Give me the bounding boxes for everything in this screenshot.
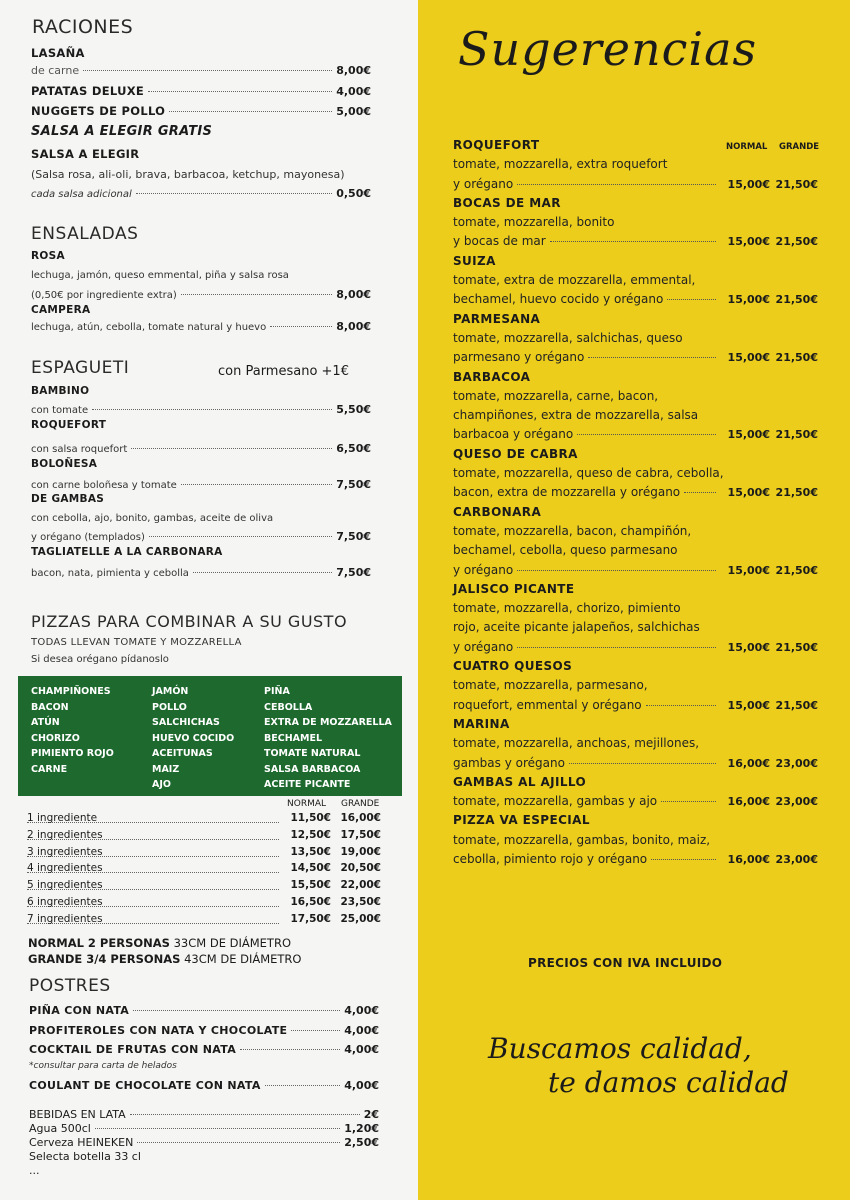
- ingredients-col-1: [31, 684, 114, 777]
- postre-row: [29, 1004, 379, 1017]
- pizza-price-row: [453, 850, 818, 869]
- pizza-desc: tomate, mozzarella, gambas, bonito, maiz,: [453, 832, 711, 847]
- bebida-price: 2,50€: [344, 1136, 379, 1149]
- postre-price: 4,00€: [344, 1043, 379, 1056]
- esp-item-desc: con cebolla, ajo, bonito, gambas, aceite de oliva: [31, 513, 274, 524]
- pizza-suggestion: [453, 445, 818, 503]
- pizza-price-row: [453, 561, 818, 580]
- esp-item-price: 7,50€: [336, 566, 371, 579]
- pizza-suggestion: [453, 715, 818, 773]
- price-label: 2 ingredientes: [27, 827, 279, 840]
- esp-item-row: [31, 530, 371, 543]
- ingredient: SALCHICHAS: [152, 717, 220, 728]
- pizza-desc: tomate, mozzarella, bacon, champiñón,: [453, 523, 692, 538]
- pizza-desc: tomate, mozzarella, extra roquefort: [453, 157, 668, 172]
- pizza-desc: bacon, extra de mozzarella y orégano: [453, 485, 681, 500]
- price-normal: 11,50€: [290, 812, 331, 824]
- size-normal: [28, 936, 291, 950]
- pizza-suggestion: [453, 368, 818, 445]
- esp-item-name: TAGLIATELLE A LA CARBONARA: [31, 546, 223, 558]
- price-normal: 16,50€: [290, 895, 331, 908]
- slogan-line-1: Buscamos calidad,: [488, 1032, 752, 1065]
- size-grande-bold: GRANDE 3/4 PERSONAS: [28, 952, 181, 966]
- pizza-name: MARINA: [453, 716, 510, 731]
- pizza-desc: tomate, mozzarella, queso de cabra, cebolla,: [453, 466, 724, 481]
- campera-price: 8,00€: [336, 320, 371, 333]
- price-grande: 17,50€: [340, 828, 381, 841]
- pizza-desc: parmesano y orégano: [453, 350, 585, 365]
- ingredients-col-3: [264, 684, 392, 793]
- pizza-desc: tomate, mozzarella, anchoas, mejillones,: [453, 736, 700, 751]
- nuggets-price: 5,00€: [336, 105, 371, 118]
- campera-name: CAMPERA: [31, 304, 91, 316]
- pizzas-sub1: TODAS LLEVAN TOMATE Y MOZZARELLA: [31, 637, 242, 648]
- pizza-name: SUIZA: [453, 253, 496, 268]
- ingredient: EXTRA DE MOZZARELLA: [264, 717, 392, 728]
- pizza-price-normal: 16,00€: [727, 756, 770, 770]
- price-grande: 20,50€: [340, 862, 381, 875]
- ingredient: SALSA BARBACOA: [264, 763, 361, 775]
- rosa-extra: (0,50€ por ingrediente extra): [31, 290, 177, 301]
- pizza-desc: roquefort, emmental y orégano: [453, 697, 642, 712]
- ingredient: ATÚN: [31, 717, 60, 728]
- esp-item-name: ROQUEFORT: [31, 419, 107, 431]
- pizza-price-normal: 16,00€: [727, 852, 770, 866]
- pizza-desc: tomate, mozzarella, parmesano,: [453, 678, 648, 693]
- pizza-price-normal: 16,00€: [727, 795, 770, 809]
- campera-row: [31, 320, 371, 333]
- ingredient: ACEITE PICANTE: [264, 779, 351, 790]
- pizza-price-normal: 15,00€: [727, 235, 770, 249]
- pizza-price-row: [453, 638, 818, 657]
- col-grande: GRANDE: [341, 799, 380, 809]
- pizza-price-row: [453, 348, 818, 367]
- bebida-row: [29, 1150, 379, 1164]
- pizzas-sub2: Si desea orégano pídanoslo: [31, 654, 169, 665]
- pizza-price-grande: 23,00€: [775, 852, 818, 866]
- pizza-price-grande: 21,50€: [775, 351, 818, 365]
- helados-note: *consultar para carta de helados: [29, 1061, 177, 1071]
- pizza-name: CARBONARA: [453, 504, 542, 519]
- esp-item-desc: bacon, nata, pimienta y cebolla: [31, 568, 189, 579]
- pizza-name: ROQUEFORT: [453, 138, 540, 152]
- pizza-price-normal: 15,00€: [727, 486, 770, 500]
- salsa-price: 0,50€: [336, 187, 371, 200]
- coulant-row: [29, 1079, 379, 1092]
- pizza-price-row: [453, 696, 818, 715]
- pizza-desc: tomate, extra de mozzarella, emmental,: [453, 273, 696, 288]
- pizza-price-row: [453, 483, 818, 502]
- pizza-price-grande: 23,00€: [775, 795, 818, 809]
- pizza-desc: tomate, mozzarella, chorizo, pimiento: [453, 601, 681, 616]
- pizza-price-grande: 21,50€: [775, 640, 818, 654]
- pizza-desc: y bocas de mar: [453, 234, 546, 249]
- pizza-suggestion: [453, 503, 818, 580]
- price-row: [27, 827, 381, 844]
- salsa-name: SALSA A ELEGIR: [31, 147, 140, 161]
- pizza-desc: y orégano: [453, 639, 514, 654]
- pizza-suggestion: [453, 252, 818, 310]
- esp-item-name: BAMBINO: [31, 385, 90, 397]
- price-grande: 22,00€: [340, 879, 381, 892]
- pizza-price-grande: 23,00€: [775, 756, 818, 770]
- raciones-title: RACIONES: [32, 16, 134, 38]
- postres-title: POSTRES: [29, 976, 111, 996]
- pizza-desc: y orégano: [453, 562, 514, 577]
- price-label: 4 ingredientes: [27, 860, 279, 873]
- price-normal: 14,50€: [290, 862, 331, 875]
- bebida-row: [29, 1136, 379, 1150]
- patatas-row: [31, 84, 371, 98]
- ingredient: AJO: [152, 779, 171, 790]
- postre-name: PIÑA CON NATA: [29, 1004, 130, 1017]
- ingredient: ACEITUNAS: [152, 748, 213, 759]
- bebidas-list: [29, 1108, 379, 1178]
- pizza-name: GAMBAS AL AJILLO: [453, 774, 587, 789]
- salsa-extra: cada salsa adicional: [31, 189, 132, 200]
- sugerencias-list: [453, 136, 818, 869]
- bebida-row: [29, 1164, 379, 1178]
- pizza-desc: gambas y orégano: [453, 755, 565, 770]
- pizza-price-grande: 21,50€: [775, 235, 818, 249]
- pizza-price-normal: 15,00€: [727, 563, 770, 577]
- pizza-price-normal: 15,00€: [727, 428, 770, 442]
- pizza-price-normal: 15,00€: [727, 177, 770, 191]
- postre-price: 4,00€: [344, 1004, 379, 1017]
- pizza-price-grande: 21,50€: [775, 698, 818, 712]
- postre-name: PROFITEROLES CON NATA Y CHOCOLATE: [29, 1024, 288, 1037]
- price-label: 5 ingredientes: [27, 877, 279, 890]
- col-normal: NORMAL: [287, 799, 327, 809]
- postre-row: [29, 1043, 379, 1056]
- ensaladas-title: ENSALADAS: [31, 224, 139, 244]
- pizza-price-row: [453, 232, 818, 251]
- pizza-desc: tomate, mozzarella, carne, bacon,: [453, 388, 659, 403]
- ingredient: CEBOLLA: [264, 701, 313, 713]
- campera-desc: lechuga, atún, cebolla, tomate natural y huevo: [31, 322, 267, 333]
- pizza-desc: cebolla, pimiento rojo y orégano: [453, 851, 648, 866]
- esp-item-desc: con tomate: [31, 405, 89, 416]
- bebida-name: Agua 500cl: [29, 1122, 91, 1135]
- ingredients-col-2: [152, 684, 234, 793]
- price-grande: 25,00€: [340, 912, 381, 925]
- pizza-price-row: [453, 290, 818, 309]
- size-grande-rest: 43CM DE DIÁMETRO: [180, 952, 302, 966]
- price-table: [27, 810, 381, 928]
- pizza-desc: rojo, aceite picante jalapeños, salchichas: [453, 620, 700, 635]
- price-label: 6 ingredientes: [27, 894, 279, 907]
- price-row: [27, 911, 381, 928]
- pizza-price-row: [453, 792, 818, 811]
- esp-item-desc: con carne boloñesa y tomate: [31, 480, 177, 491]
- pizza-suggestion: [453, 194, 818, 252]
- pizza-desc: bechamel, cebolla, queso parmesano: [453, 543, 678, 558]
- pizza-suggestion: [453, 580, 818, 657]
- pizza-name: QUESO DE CABRA: [453, 446, 578, 461]
- price-grande: 23,50€: [340, 895, 381, 908]
- lasana-desc: de carne: [31, 64, 80, 77]
- lasana-row: [31, 64, 371, 77]
- ingredient: MAIZ: [152, 763, 180, 775]
- slogan-line-2: te damos calidad: [548, 1066, 789, 1099]
- price-normal: 17,50€: [290, 912, 331, 925]
- patatas-name: PATATAS DELUXE: [31, 84, 145, 98]
- price-row: [27, 844, 381, 861]
- pizza-suggestion: [453, 773, 818, 812]
- pizzas-combinar-title: PIZZAS PARA COMBINAR A SU GUSTO: [31, 612, 348, 631]
- bebida-price: 2€: [363, 1108, 379, 1121]
- pizza-desc: tomate, mozzarella, salchichas, queso: [453, 330, 683, 345]
- pizza-price-normal: 15,00€: [727, 293, 770, 307]
- pizza-price-grande: 21,50€: [775, 563, 818, 577]
- right-page: [418, 0, 850, 1200]
- ingredient: JAMÓN: [152, 686, 189, 697]
- esp-item-price: 5,50€: [336, 403, 371, 416]
- pizza-name: BOCAS DE MAR: [453, 195, 561, 210]
- sugerencias-title: Sugerencias: [458, 22, 758, 76]
- size-grande: [28, 952, 301, 966]
- pizza-name: PIZZA VA ESPECIAL: [453, 813, 590, 828]
- ingredient: CHAMPIÑONES: [31, 686, 111, 697]
- ingredient: TOMATE NATURAL: [264, 748, 361, 759]
- pizza-price-normal: 15,00€: [727, 698, 770, 712]
- ingredient: HUEVO COCIDO: [152, 732, 235, 744]
- iva-note: PRECIOS CON IVA INCLUIDO: [528, 956, 723, 970]
- pizza-desc: y orégano: [453, 176, 514, 191]
- pizza-price-grande: 21,50€: [775, 293, 818, 307]
- patatas-price: 4,00€: [336, 85, 371, 98]
- coulant-price: 4,00€: [344, 1079, 379, 1092]
- price-row: [27, 877, 381, 894]
- espagueti-title: ESPAGUETI: [31, 358, 130, 378]
- ingredient: BACON: [31, 701, 69, 713]
- price-row: [27, 894, 381, 911]
- rosa-name: ROSA: [31, 250, 65, 262]
- pizza-price-grande: 21,50€: [775, 177, 818, 191]
- esp-item-price: 7,50€: [336, 530, 371, 543]
- pizza-suggestion: [453, 657, 818, 715]
- price-label: 1 ingrediente: [27, 810, 279, 823]
- esp-item-price: 6,50€: [336, 442, 371, 455]
- pizza-price-normal: 15,00€: [727, 351, 770, 365]
- price-label: 3 ingredientes: [27, 844, 279, 857]
- price-row: [27, 810, 381, 827]
- rosa-row: [31, 288, 371, 301]
- pizza-desc: tomate, mozzarella, gambas y ajo: [453, 794, 658, 809]
- bebida-name: BEBIDAS EN LATA: [29, 1108, 126, 1121]
- lasana-price: 8,00€: [336, 64, 371, 77]
- ingredients-box: [18, 676, 402, 796]
- price-row: [27, 860, 381, 877]
- ingredient: POLLO: [152, 701, 187, 713]
- nuggets-row: [31, 104, 371, 118]
- ingredient: PIMIENTO ROJO: [31, 748, 114, 759]
- coulant-name: COULANT DE CHOCOLATE CON NATA: [29, 1079, 261, 1092]
- pizza-suggestion: [453, 310, 818, 368]
- pizza-name: PARMESANA: [453, 311, 541, 326]
- esp-item-row: [31, 403, 371, 416]
- pizza-price-normal: 15,00€: [727, 640, 770, 654]
- pizza-name: BARBACOA: [453, 369, 531, 384]
- size-normal-bold: NORMAL 2 PERSONAS: [28, 936, 170, 950]
- postre-name: COCKTAIL DE FRUTAS CON NATA: [29, 1043, 237, 1056]
- nuggets-name: NUGGETS DE POLLO: [31, 104, 166, 118]
- rosa-price: 8,00€: [336, 288, 371, 301]
- esp-item-price: 7,50€: [336, 478, 371, 491]
- pizza-name: JALISCO PICANTE: [453, 581, 575, 596]
- pizza-suggestion: [453, 136, 818, 194]
- ingredient: PIÑA: [264, 686, 290, 697]
- pizza-desc: barbacoa y orégano: [453, 427, 574, 442]
- postre-price: 4,00€: [344, 1024, 379, 1037]
- esp-item-name: DE GAMBAS: [31, 493, 105, 505]
- left-page: [0, 0, 418, 1200]
- esp-item-row: [31, 478, 371, 491]
- pizza-suggestion: [453, 811, 818, 869]
- pizza-price-grande: 21,50€: [775, 486, 818, 500]
- price-grande: 16,00€: [340, 812, 381, 824]
- price-normal: 13,50€: [290, 845, 331, 858]
- bebida-row: [29, 1108, 379, 1122]
- bebida-price: 1,20€: [344, 1122, 379, 1135]
- sug-col-grande: GRANDE: [779, 142, 820, 152]
- price-label: 7 ingredientes: [27, 911, 279, 924]
- bebida-name: ...: [29, 1164, 40, 1177]
- esp-item-name: BOLOÑESA: [31, 458, 98, 470]
- ingredient: BECHAMEL: [264, 732, 323, 744]
- ingredient: CHORIZO: [31, 732, 80, 744]
- pizza-desc: champiñones, extra de mozzarella, salsa: [453, 408, 699, 423]
- lasana-name: LASAÑA: [31, 46, 85, 60]
- price-normal: 12,50€: [290, 828, 331, 841]
- pizza-name: CUATRO QUESOS: [453, 659, 573, 674]
- salsa-extra-row: [31, 187, 371, 200]
- pizza-price-grande: 21,50€: [775, 428, 818, 442]
- size-normal-rest: 33CM DE DIÁMETRO: [169, 936, 291, 950]
- esp-item-row: [31, 442, 371, 455]
- postre-row: [29, 1024, 379, 1037]
- ingredient: CARNE: [31, 763, 68, 775]
- salsa-desc: (Salsa rosa, ali-oli, brava, barbacoa, ketchup, mayonesa): [31, 168, 345, 181]
- esp-item-row: [31, 566, 371, 579]
- pizza-price-row: [453, 425, 818, 444]
- bebida-row: [29, 1122, 379, 1136]
- price-normal: 15,50€: [290, 879, 331, 892]
- rosa-desc: lechuga, jamón, queso emmental, piña y salsa rosa: [31, 270, 289, 281]
- bebida-name: Cerveza HEINEKEN: [29, 1136, 134, 1149]
- salsa-gratis: SALSA A ELEGIR GRATIS: [31, 124, 213, 139]
- pizza-price-row: [453, 175, 818, 194]
- pizza-desc: tomate, mozzarella, bonito: [453, 215, 615, 230]
- esp-item-desc: con salsa roquefort: [31, 444, 128, 455]
- esp-item-desc: y orégano (templados): [31, 532, 145, 543]
- sug-col-normal: NORMAL: [726, 142, 768, 152]
- price-grande: 19,00€: [340, 845, 381, 858]
- bebida-name: Selecta botella 33 cl: [29, 1150, 141, 1163]
- parmesano-note: con Parmesano +1€: [218, 364, 349, 379]
- pizza-price-row: [453, 754, 818, 773]
- pizza-desc: bechamel, huevo cocido y orégano: [453, 292, 664, 307]
